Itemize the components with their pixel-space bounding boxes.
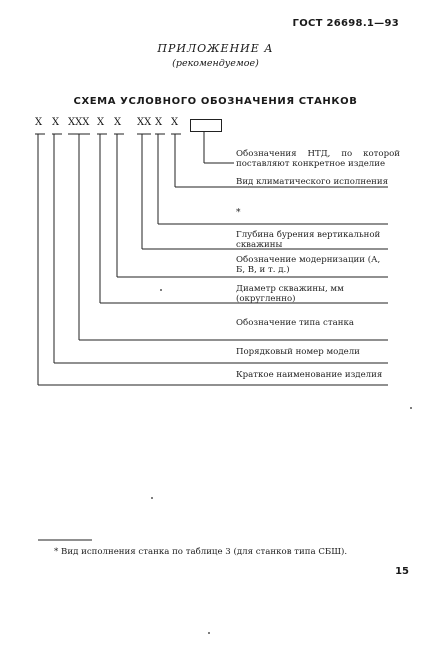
desc-modernization: Обозначение модернизации (А, Б, В, и т. д.): [236, 255, 381, 275]
scheme-title: СХЕМА УСЛОВНОГО ОБОЗНАЧЕНИЯ СТАНКОВ: [73, 96, 358, 107]
scan-speck: [410, 407, 412, 409]
symbol-model-number: X: [52, 117, 60, 128]
desc-execution-footnote-mark: *: [236, 208, 241, 218]
page-number: 15: [395, 566, 409, 577]
desc-hole-diameter: Диаметр скважины, мм (округленно): [236, 284, 344, 304]
symbol-product-name: X: [35, 117, 43, 128]
symbol-execution: X: [155, 117, 163, 128]
symbol-machine-type: XXX: [68, 117, 90, 128]
appendix-title: ПРИЛОЖЕНИЕ А: [157, 42, 274, 55]
desc-climate-version: Вид климатического исполнения: [236, 177, 389, 187]
desc-product-name: Краткое наименование изделия: [236, 370, 383, 380]
scan-speck: [151, 497, 153, 499]
symbol-drilling-depth: XX: [137, 117, 152, 128]
scan-speck: [208, 632, 210, 634]
desc-drilling-depth: Глубина бурения вертикальной скважины: [236, 230, 381, 250]
appendix-subtitle: (рекомендуемое): [172, 58, 259, 69]
desc-machine-type: Обозначение типа станка: [236, 318, 354, 328]
desc-model-number: Порядковый номер модели: [236, 347, 360, 357]
symbol-modernization: X: [114, 117, 122, 128]
scan-speck: [160, 289, 162, 291]
symbol-diameter: X: [97, 117, 105, 128]
desc-ntd-designation: Обозначения НТД, по которой поставляют конкретное изделие: [236, 149, 400, 169]
footnote: * Вид исполнения станка по таблице 3 (для станков типа СБШ).: [54, 547, 348, 557]
symbol-climate: X: [171, 117, 179, 128]
document-code: ГОСТ 26698.1—93: [292, 18, 399, 29]
